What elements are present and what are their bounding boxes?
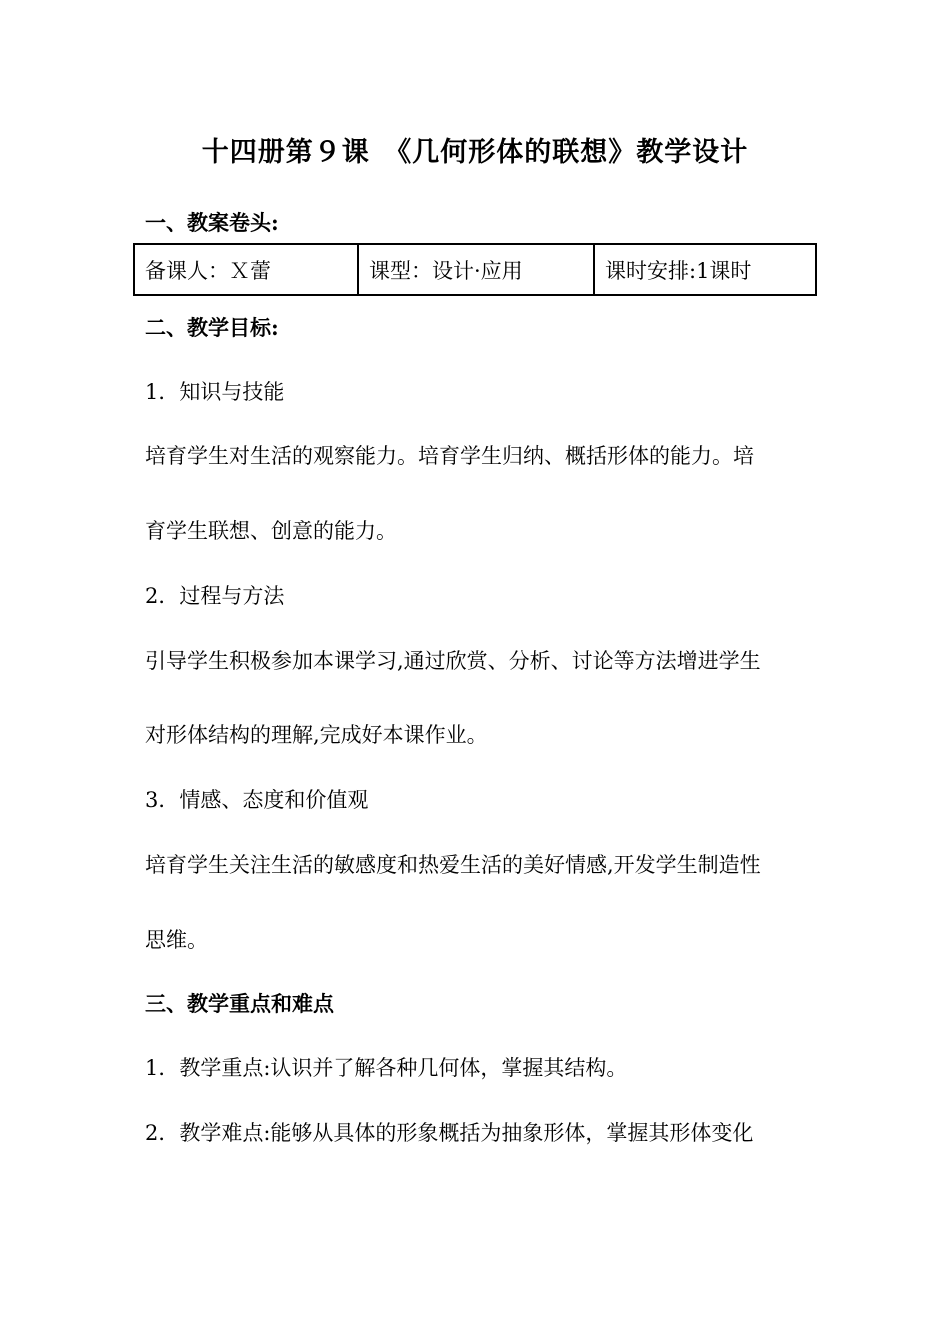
document-title: 十四册第９课 《几何形体的联想》教学设计 — [201, 137, 749, 168]
objective-text-line: 对形体结构的理解,完成好本课作业。 — [145, 723, 488, 747]
lesson-type-cell: 课型：设计·应用 — [358, 244, 594, 295]
difficulty-item: 2．教学难点:能够从具体的形象概括为抽象形体，掌握其形体变化 — [145, 1121, 754, 1145]
objective-text-line: 思维。 — [145, 928, 208, 952]
section-heading-key-points: 三、教学重点和难点 — [145, 991, 334, 1016]
objective-text-line: 培育学生关注生活的敏感度和热爱生活的美好情感,开发学生制造性 — [145, 853, 761, 877]
objective-label-process: 2．过程与方法 — [145, 584, 285, 608]
objective-text-line: 育学生联想、创意的能力。 — [145, 519, 397, 543]
schedule-cell: 课时安排:1课时 — [594, 244, 816, 295]
objective-label-emotion: 3．情感、态度和价值观 — [145, 788, 369, 812]
table-row — [134, 244, 816, 295]
section-heading-header: 一、教案卷头: — [145, 210, 279, 235]
preparer-cell: 备课人：Ｘ蕾 — [134, 244, 358, 295]
key-point-item: 1．教学重点:认识并了解各种几何体，掌握其结构。 — [145, 1056, 628, 1080]
objective-label-knowledge: 1．知识与技能 — [145, 380, 285, 404]
objective-text-line: 培育学生对生活的观察能力。培育学生归纳、概括形体的能力。培 — [145, 444, 754, 468]
objective-text-line: 引导学生积极参加本课学习,通过欣赏、分析、讨论等方法增进学生 — [145, 649, 761, 673]
section-heading-objectives: 二、教学目标: — [145, 315, 279, 340]
lesson-info-table — [133, 243, 817, 296]
